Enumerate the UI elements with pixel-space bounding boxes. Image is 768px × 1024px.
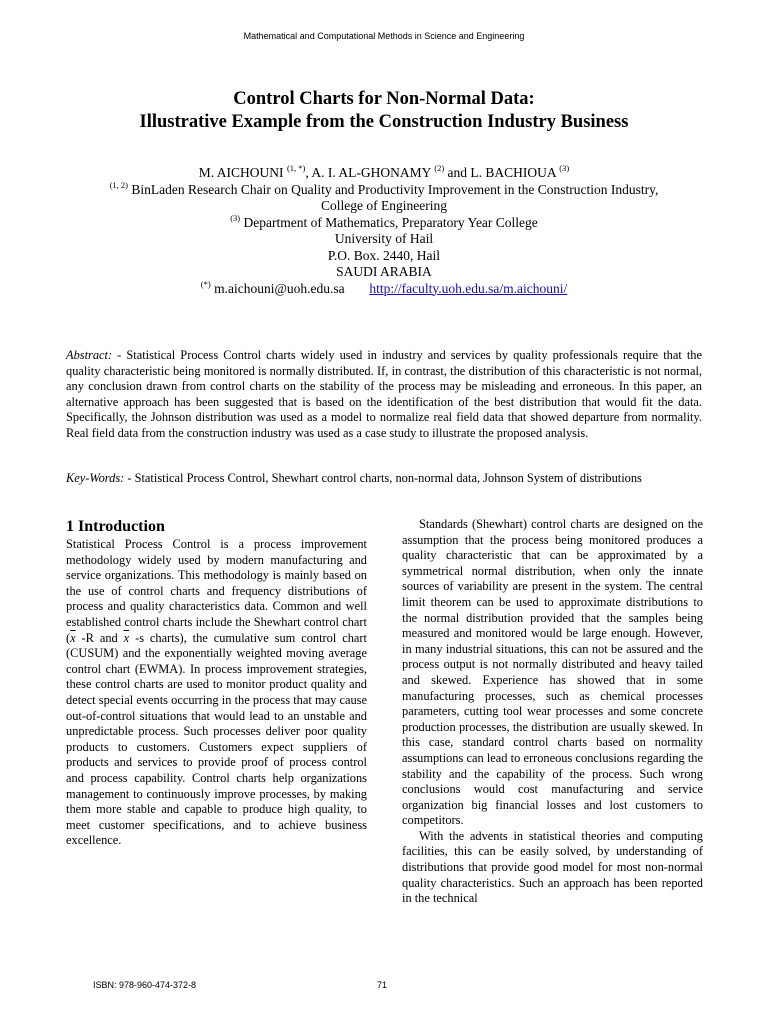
title-line-2: Illustrative Example from the Construction Industry Business [139, 112, 629, 132]
left-column [66, 517, 367, 849]
x-bar-symbol: $\overline{x}$ [70, 630, 76, 645]
running-header: Mathematical and Computational Methods in Science and Engineering [243, 31, 525, 41]
affiliation-1-sup: (1, 2) [109, 179, 128, 190]
faculty-url-link[interactable]: http://faculty.uoh.edu.sa/m.aichouni/ [369, 280, 568, 296]
country: SAUDI ARABIA [336, 264, 432, 279]
x-bar-symbol: $\overline{x}$ [123, 630, 130, 645]
section-heading-introduction: 1 Introduction [66, 518, 165, 535]
keywords-text: - Statistical Process Control, Shewhart control charts, non-normal data, Johnson System of distributions [124, 471, 642, 485]
intro-p1-part-b: -R and [75, 630, 124, 645]
contact-line [0, 278, 768, 298]
footer-isbn: ISBN: 978-960-474-372-8 [93, 980, 197, 990]
abstract-text: Statistical Process Control charts widely used in industry and services by quality professionals require that the quality characteristic being monitored is normally distributed. If, in contrast, the distribution of this characteristic is not normal, any conclusion drawn from control charts on the stability of the process may be misleading and erroneous. In this paper, an alternative approach has been suggested that is based on the identification of the best distribution that would fit the data. Specifically, the Johnson distribution was used as a model to normalize real field data that showed departure from normality. Real field data from the construction industry was used as a case study to illustrate the proposed analysis. [66, 348, 702, 440]
affiliation-1 [0, 179, 768, 199]
title-line-1: Control Charts for Non-Normal Data: [233, 89, 535, 109]
author-2: , A. I. AL-GHONAMY [305, 165, 431, 180]
keywords-label: Key-Words: [66, 471, 125, 485]
affiliation-1-line2: College of Engineering [321, 198, 447, 213]
intro-p1-part-c: -s charts), the cumulative sum control chart (CUSUM) and the exponentially weighted moving average control chart (EWMA). In process improvement strategies, these control charts are used to monitor product quality and detect special events occurring in the process that may cause out-of-control situations that would lead to an unstable and unpredictable process. Such processes deliver poor quality products to customers. Customers expect suppliers of products and services to provide proof of process control and process capability. Control charts help organizations management to continuously improve processes, by making them more stable and capable to produce high quality, to meet customer specifications, and to achieve business excellence. [66, 630, 367, 848]
intro-paragraph-1 [66, 537, 367, 849]
author-block [0, 165, 768, 297]
intro-paragraph-3: With the advents in statistical theories and computing facilities, this can be easily solved, by understanding of distributions that provide good model for most non-normal quality characteristics. Such an approach has been reported in the technical [402, 828, 703, 906]
right-column [402, 517, 703, 907]
university: University of Hail [334, 231, 434, 246]
author-3: and L. BACHIOUA [444, 165, 556, 180]
author-3-sup: (3) [559, 163, 570, 173]
abstract [66, 348, 702, 442]
email-sup: (*) [200, 278, 211, 289]
author-2-sup: (2) [434, 163, 445, 173]
author-1-sup: (1, *) [286, 163, 306, 173]
author-1: M. AICHOUNI [198, 165, 284, 180]
paper-title [0, 88, 768, 134]
intro-paragraph-2: Standards (Shewhart) control charts are designed on the assumption that the process being monitored produces a quality characteristic that can be approximated by a symmetrical normal distribution, when only the innate sources of variability are present in the system. The central limit theorem can be used to approximate distributions to the normal distribution provided that the samples being measured and monitored would be large enough. However, in many industrial situations, this can not be assured and the process output is not normally distributed and heavy tailed and skewed. Experience has showed that in some manufacturing processes, such as chemical processes parameters, cutting tool wear processes and some concrete production processes, the distribution are usually skewed. In this case, standard control charts based on normality assumptions can lead to erroneous conclusions regarding the stability and the capability of the process. Such wrong conclusions would cost manufacturing and service organization big financial losses and lost customers to competitors. [402, 517, 703, 828]
affiliation-2-sup: (3) [230, 212, 241, 223]
affiliation-2-text: Department of Mathematics, Preparatory Year College [240, 214, 538, 230]
email-address[interactable]: m.aichouni@uoh.edu.sa [210, 280, 345, 296]
page-number: 71 [377, 980, 388, 990]
abstract-label: Abstract: - [66, 348, 122, 362]
affiliation-2 [0, 212, 768, 232]
keywords [66, 471, 702, 487]
po-box: P.O. Box. 2440, Hail [327, 247, 441, 263]
intro-p1-part-a: Statistical Process Control is a process improvement methodology widely used by modern manufacturing and service organizations. This methodology is mainly based on the use of control charts and frequency distributions of process and quality characteristics data. Common and well established control charts include the Shewhart control chart ( [66, 537, 367, 645]
affiliation-1-text: BinLaden Research Chair on Quality and Productivity Improvement in the Construction Industry, [128, 181, 659, 197]
